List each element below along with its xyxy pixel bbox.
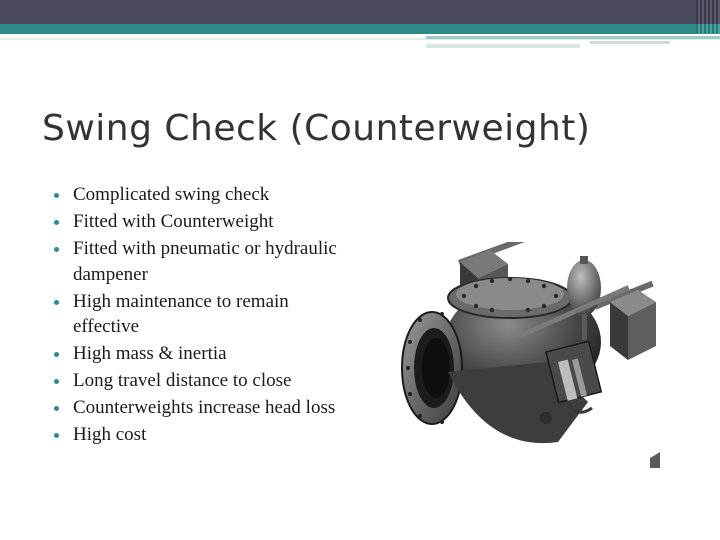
bullet-item: [50, 209, 350, 235]
bullet-text: Fitted with Counterweight: [73, 211, 274, 232]
bullet-text: High cost: [73, 424, 147, 445]
bullet-icon: [54, 433, 59, 438]
decorative-line: [426, 36, 720, 39]
bullet-icon: [54, 300, 59, 305]
bullet-item: [50, 422, 350, 448]
decorative-line: [590, 41, 670, 44]
slide-title: Swing Check (Counterweight): [42, 108, 591, 149]
bullet-list: [50, 182, 350, 449]
header-corner-pattern: [696, 0, 720, 24]
bullet-text: Counterweights increase head loss: [73, 397, 336, 418]
valve-photo: [398, 242, 666, 472]
bullet-icon: [54, 352, 59, 357]
bullet-item: [50, 368, 350, 394]
header-bar: [0, 0, 720, 24]
accent-strip: [0, 24, 720, 34]
bullet-icon: [54, 220, 59, 225]
bullet-text: High maintenance to remain effective: [73, 290, 289, 337]
bullet-text: Fitted with pneumatic or hydraulic dampener: [73, 238, 337, 285]
bullet-icon: [54, 379, 59, 384]
bullet-text: Complicated swing check: [73, 184, 270, 205]
bullet-item: [50, 341, 350, 367]
bullet-item: [50, 182, 350, 208]
bullet-icon: [54, 247, 59, 252]
bullet-text: Long travel distance to close: [73, 370, 292, 391]
bullet-item: [50, 236, 350, 287]
bullet-icon: [54, 406, 59, 411]
bullet-item: [50, 395, 350, 421]
decorative-line: [426, 44, 580, 48]
bullet-text: High mass & inertia: [73, 343, 227, 364]
bullet-icon: [54, 193, 59, 198]
bullet-item: [50, 289, 350, 340]
accent-corner-pattern: [696, 24, 720, 34]
